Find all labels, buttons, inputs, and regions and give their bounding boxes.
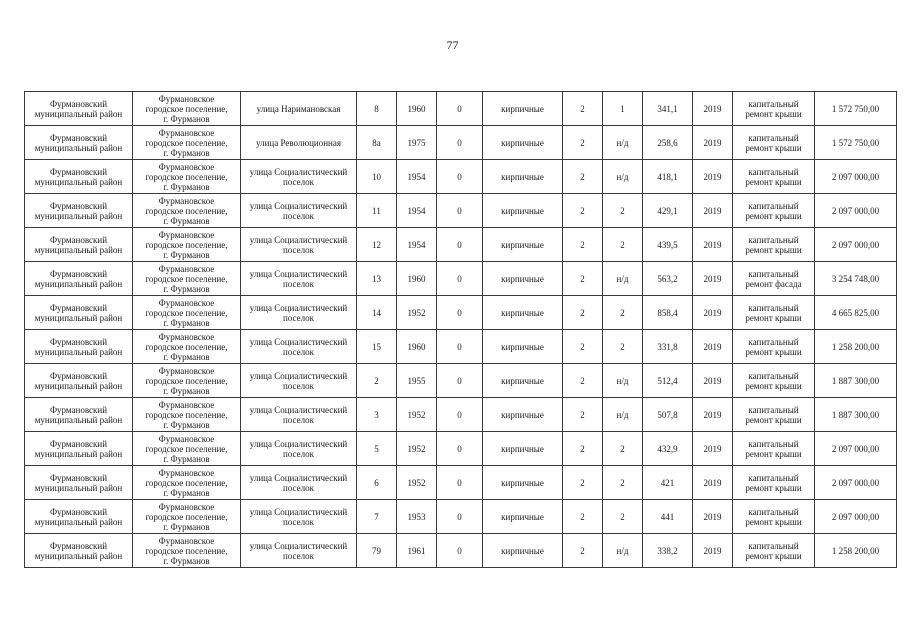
wear-cell: 0 <box>437 262 483 296</box>
repair-year-cell: 2019 <box>693 262 733 296</box>
repair-year-cell: 2019 <box>693 160 733 194</box>
wear-cell: 0 <box>437 500 483 534</box>
wear-cell: 0 <box>437 228 483 262</box>
house-number-cell: 12 <box>357 228 397 262</box>
street-cell: улица Социалистический поселок <box>241 160 357 194</box>
district-cell: Фурмановский муниципальный район <box>25 262 133 296</box>
entrances-cell: 1 <box>603 92 643 126</box>
table-row <box>25 534 897 568</box>
house-number-cell: 10 <box>357 160 397 194</box>
entrances-cell: 2 <box>603 466 643 500</box>
street-cell: улица Наримановская <box>241 92 357 126</box>
cost-cell: 3 254 748,00 <box>815 262 897 296</box>
wear-cell: 0 <box>437 296 483 330</box>
wall-material-cell: кирпичные <box>483 432 563 466</box>
repair-type-cell: капитальный ремонт крыши <box>733 228 815 262</box>
wall-material-cell: кирпичные <box>483 160 563 194</box>
cost-cell: 2 097 000,00 <box>815 432 897 466</box>
repair-year-cell: 2019 <box>693 92 733 126</box>
street-cell: улица Социалистический поселок <box>241 398 357 432</box>
settlement-cell: Фурмановское городское поселение, г. Фурманов <box>133 262 241 296</box>
entrances-cell: н/д <box>603 126 643 160</box>
area-cell: 432,9 <box>643 432 693 466</box>
repair-year-cell: 2019 <box>693 466 733 500</box>
year-built-cell: 1961 <box>397 534 437 568</box>
repair-type-cell: капитальный ремонт фасада <box>733 262 815 296</box>
district-cell: Фурмановский муниципальный район <box>25 126 133 160</box>
table-row <box>25 296 897 330</box>
table-row <box>25 126 897 160</box>
entrances-cell: н/д <box>603 398 643 432</box>
entrances-cell: 2 <box>603 296 643 330</box>
settlement-cell: Фурмановское городское поселение, г. Фурманов <box>133 330 241 364</box>
wear-cell: 0 <box>437 194 483 228</box>
table-row <box>25 330 897 364</box>
house-number-cell: 3 <box>357 398 397 432</box>
floors-cell: 2 <box>563 466 603 500</box>
house-number-cell: 13 <box>357 262 397 296</box>
repair-year-cell: 2019 <box>693 432 733 466</box>
table-row <box>25 228 897 262</box>
floors-cell: 2 <box>563 296 603 330</box>
year-built-cell: 1952 <box>397 466 437 500</box>
repair-type-cell: капитальный ремонт крыши <box>733 160 815 194</box>
house-number-cell: 7 <box>357 500 397 534</box>
floors-cell: 2 <box>563 500 603 534</box>
entrances-cell: 2 <box>603 330 643 364</box>
repair-type-cell: капитальный ремонт крыши <box>733 92 815 126</box>
house-number-cell: 15 <box>357 330 397 364</box>
area-cell: 258,6 <box>643 126 693 160</box>
settlement-cell: Фурмановское городское поселение, г. Фурманов <box>133 228 241 262</box>
wall-material-cell: кирпичные <box>483 92 563 126</box>
repair-year-cell: 2019 <box>693 534 733 568</box>
table-row <box>25 194 897 228</box>
house-number-cell: 8а <box>357 126 397 160</box>
cost-cell: 1 572 750,00 <box>815 92 897 126</box>
cost-cell: 4 665 825,00 <box>815 296 897 330</box>
year-built-cell: 1954 <box>397 160 437 194</box>
repair-year-cell: 2019 <box>693 296 733 330</box>
cost-cell: 2 097 000,00 <box>815 228 897 262</box>
table-row <box>25 160 897 194</box>
page-number: 77 <box>446 38 459 52</box>
repair-year-cell: 2019 <box>693 330 733 364</box>
entrances-cell: 2 <box>603 500 643 534</box>
street-cell: улица Социалистический поселок <box>241 534 357 568</box>
entrances-cell: н/д <box>603 534 643 568</box>
table-row <box>25 92 897 126</box>
wear-cell: 0 <box>437 534 483 568</box>
settlement-cell: Фурмановское городское поселение, г. Фурманов <box>133 398 241 432</box>
wear-cell: 0 <box>437 432 483 466</box>
area-cell: 439,5 <box>643 228 693 262</box>
repair-type-cell: капитальный ремонт крыши <box>733 330 815 364</box>
cost-cell: 2 097 000,00 <box>815 160 897 194</box>
repair-type-cell: капитальный ремонт крыши <box>733 364 815 398</box>
area-cell: 331,8 <box>643 330 693 364</box>
street-cell: улица Социалистический поселок <box>241 466 357 500</box>
street-cell: улица Социалистический поселок <box>241 194 357 228</box>
wear-cell: 0 <box>437 466 483 500</box>
area-cell: 338,2 <box>643 534 693 568</box>
district-cell: Фурмановский муниципальный район <box>25 160 133 194</box>
house-number-cell: 14 <box>357 296 397 330</box>
area-cell: 563,2 <box>643 262 693 296</box>
wall-material-cell: кирпичные <box>483 364 563 398</box>
floors-cell: 2 <box>563 262 603 296</box>
floors-cell: 2 <box>563 92 603 126</box>
street-cell: улица Социалистический поселок <box>241 364 357 398</box>
wear-cell: 0 <box>437 398 483 432</box>
area-cell: 858,4 <box>643 296 693 330</box>
table-row <box>25 364 897 398</box>
table-row <box>25 398 897 432</box>
repair-year-cell: 2019 <box>693 228 733 262</box>
year-built-cell: 1960 <box>397 330 437 364</box>
cost-cell: 2 097 000,00 <box>815 500 897 534</box>
wall-material-cell: кирпичные <box>483 194 563 228</box>
repair-type-cell: капитальный ремонт крыши <box>733 296 815 330</box>
repair-type-cell: капитальный ремонт крыши <box>733 432 815 466</box>
area-cell: 421 <box>643 466 693 500</box>
street-cell: улица Социалистический поселок <box>241 262 357 296</box>
repair-year-cell: 2019 <box>693 500 733 534</box>
area-cell: 512,4 <box>643 364 693 398</box>
street-cell: улица Социалистический поселок <box>241 296 357 330</box>
floors-cell: 2 <box>563 160 603 194</box>
settlement-cell: Фурмановское городское поселение, г. Фурманов <box>133 534 241 568</box>
wall-material-cell: кирпичные <box>483 126 563 160</box>
street-cell: улица Социалистический поселок <box>241 432 357 466</box>
repair-year-cell: 2019 <box>693 194 733 228</box>
year-built-cell: 1960 <box>397 92 437 126</box>
repair-type-cell: капитальный ремонт крыши <box>733 194 815 228</box>
district-cell: Фурмановский муниципальный район <box>25 330 133 364</box>
cost-cell: 1 572 750,00 <box>815 126 897 160</box>
district-cell: Фурмановский муниципальный район <box>25 296 133 330</box>
settlement-cell: Фурмановское городское поселение, г. Фурманов <box>133 126 241 160</box>
entrances-cell: 2 <box>603 432 643 466</box>
cost-cell: 1 258 200,00 <box>815 330 897 364</box>
wear-cell: 0 <box>437 160 483 194</box>
repair-year-cell: 2019 <box>693 126 733 160</box>
wall-material-cell: кирпичные <box>483 330 563 364</box>
house-number-cell: 11 <box>357 194 397 228</box>
settlement-cell: Фурмановское городское поселение, г. Фурманов <box>133 432 241 466</box>
wear-cell: 0 <box>437 330 483 364</box>
year-built-cell: 1953 <box>397 500 437 534</box>
settlement-cell: Фурмановское городское поселение, г. Фурманов <box>133 500 241 534</box>
settlement-cell: Фурмановское городское поселение, г. Фурманов <box>133 364 241 398</box>
area-cell: 441 <box>643 500 693 534</box>
street-cell: улица Социалистический поселок <box>241 330 357 364</box>
year-built-cell: 1954 <box>397 194 437 228</box>
floors-cell: 2 <box>563 330 603 364</box>
floors-cell: 2 <box>563 194 603 228</box>
wear-cell: 0 <box>437 126 483 160</box>
street-cell: улица Социалистический поселок <box>241 500 357 534</box>
wall-material-cell: кирпичные <box>483 500 563 534</box>
table-body <box>25 92 897 568</box>
district-cell: Фурмановский муниципальный район <box>25 534 133 568</box>
floors-cell: 2 <box>563 126 603 160</box>
house-number-cell: 79 <box>357 534 397 568</box>
cost-cell: 2 097 000,00 <box>815 466 897 500</box>
year-built-cell: 1952 <box>397 432 437 466</box>
repair-year-cell: 2019 <box>693 398 733 432</box>
district-cell: Фурмановский муниципальный район <box>25 466 133 500</box>
floors-cell: 2 <box>563 364 603 398</box>
cost-cell: 1 887 300,00 <box>815 364 897 398</box>
year-built-cell: 1960 <box>397 262 437 296</box>
wall-material-cell: кирпичные <box>483 228 563 262</box>
year-built-cell: 1952 <box>397 296 437 330</box>
repair-type-cell: капитальный ремонт крыши <box>733 466 815 500</box>
house-number-cell: 6 <box>357 466 397 500</box>
cost-cell: 2 097 000,00 <box>815 194 897 228</box>
district-cell: Фурмановский муниципальный район <box>25 500 133 534</box>
repair-year-cell: 2019 <box>693 364 733 398</box>
cost-cell: 1 887 300,00 <box>815 398 897 432</box>
settlement-cell: Фурмановское городское поселение, г. Фурманов <box>133 296 241 330</box>
entrances-cell: н/д <box>603 160 643 194</box>
repair-type-cell: капитальный ремонт крыши <box>733 534 815 568</box>
district-cell: Фурмановский муниципальный район <box>25 228 133 262</box>
settlement-cell: Фурмановское городское поселение, г. Фурманов <box>133 194 241 228</box>
year-built-cell: 1952 <box>397 398 437 432</box>
house-number-cell: 2 <box>357 364 397 398</box>
area-cell: 341,1 <box>643 92 693 126</box>
wall-material-cell: кирпичные <box>483 296 563 330</box>
settlement-cell: Фурмановское городское поселение, г. Фурманов <box>133 466 241 500</box>
repair-type-cell: капитальный ремонт крыши <box>733 398 815 432</box>
wall-material-cell: кирпичные <box>483 398 563 432</box>
district-cell: Фурмановский муниципальный район <box>25 364 133 398</box>
settlement-cell: Фурмановское городское поселение, г. Фурманов <box>133 160 241 194</box>
settlement-cell: Фурмановское городское поселение, г. Фурманов <box>133 92 241 126</box>
area-cell: 507,8 <box>643 398 693 432</box>
floors-cell: 2 <box>563 228 603 262</box>
house-number-cell: 8 <box>357 92 397 126</box>
area-cell: 429,1 <box>643 194 693 228</box>
year-built-cell: 1955 <box>397 364 437 398</box>
floors-cell: 2 <box>563 432 603 466</box>
table-row <box>25 262 897 296</box>
wear-cell: 0 <box>437 92 483 126</box>
table-row <box>25 466 897 500</box>
wall-material-cell: кирпичные <box>483 262 563 296</box>
entrances-cell: 2 <box>603 228 643 262</box>
entrances-cell: н/д <box>603 262 643 296</box>
year-built-cell: 1954 <box>397 228 437 262</box>
district-cell: Фурмановский муниципальный район <box>25 194 133 228</box>
street-cell: улица Революционная <box>241 126 357 160</box>
district-cell: Фурмановский муниципальный район <box>25 432 133 466</box>
entrances-cell: н/д <box>603 364 643 398</box>
table-row <box>25 500 897 534</box>
table-row <box>25 432 897 466</box>
area-cell: 418,1 <box>643 160 693 194</box>
house-number-cell: 5 <box>357 432 397 466</box>
repair-type-cell: капитальный ремонт крыши <box>733 126 815 160</box>
year-built-cell: 1975 <box>397 126 437 160</box>
district-cell: Фурмановский муниципальный район <box>25 92 133 126</box>
wall-material-cell: кирпичные <box>483 534 563 568</box>
cost-cell: 1 258 200,00 <box>815 534 897 568</box>
entrances-cell: 2 <box>603 194 643 228</box>
wall-material-cell: кирпичные <box>483 466 563 500</box>
housing-repair-table <box>24 91 897 568</box>
district-cell: Фурмановский муниципальный район <box>25 398 133 432</box>
floors-cell: 2 <box>563 398 603 432</box>
street-cell: улица Социалистический поселок <box>241 228 357 262</box>
floors-cell: 2 <box>563 534 603 568</box>
repair-type-cell: капитальный ремонт крыши <box>733 500 815 534</box>
wear-cell: 0 <box>437 364 483 398</box>
